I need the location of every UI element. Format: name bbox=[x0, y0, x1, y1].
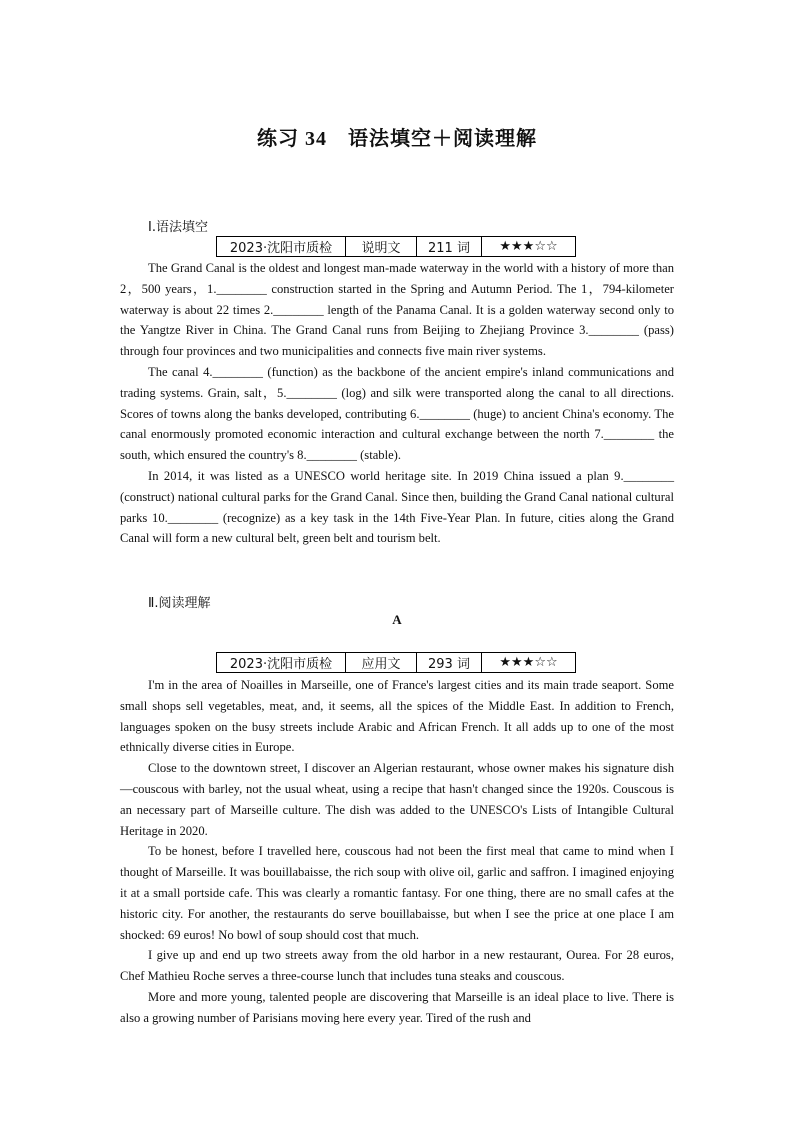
paragraph: I'm in the area of Noailles in Marseille, one of France's largest cities and its main trade seaport. Some small shops sell vegetables, meat, and, it seems, all the spices of the Middle East. In addition to French, languages spoken on the busy streets include Arabic and African French. It all adds up to one of the most ethnically diverse cities in Europe. bbox=[120, 678, 674, 755]
info-source: 2023·沈阳市质检 bbox=[217, 653, 346, 673]
info-wordcount: 211 词 bbox=[417, 237, 482, 257]
info-difficulty: ★★★☆☆ bbox=[482, 237, 576, 257]
passage-grammar bbox=[120, 258, 674, 549]
section-heading-reading: Ⅱ.阅读理解 bbox=[148, 596, 211, 611]
paragraph: The Grand Canal is the oldest and longest man-made waterway in the world with a history of more than 2，500 years，1.________ construction started in the Spring and Autumn Period. The 1，794-kilometer waterway is about 22 times 2.________ length of the Panama Canal. It is a golden waterway second only to the Yangtze River in China. The Grand Canal runs from Beijing to Zhejiang Province 3.________ (pass) through four provinces and two municipalities and connects five main river systems. bbox=[120, 261, 674, 359]
info-wordcount: 293 词 bbox=[417, 653, 482, 673]
page-title: 练习 34 语法填空＋阅读理解 bbox=[257, 128, 537, 150]
passage-reading-a bbox=[120, 675, 674, 1029]
paragraph: To be honest, before I travelled here, couscous had not been the first meal that came to mind when I thought of Marseille. It was bouillabaisse, the rich soup with olive oil, garlic and saffron. I imagined enjoying it at a small portside cafe. This was clearly a romantic fantasy. For one thing, there are no small cafes at the historic city. For another, the restaurants do serve bouillabaisse, but when I see the price at one place I am shocked: 69 euros! No bowl of soup should cost that much. bbox=[120, 844, 674, 942]
paragraph: The canal 4.________ (function) as the backbone of the ancient empire's inland communications and trading systems. Grain, salt，5.________ (log) and silk were transported along the canal to all directions. Scores of towns along the banks developed, contributing 6.________ (huge) to ancient China's economy. The canal enormously promoted economic interaction and cultural exchange between the north 7.________ the south, which ensured the country's 8.________ (stable). bbox=[120, 364, 674, 463]
paragraph: I give up and end up two streets away from the old harbor in a new restaurant, Ourea. For 28 euros, Chef Mathieu Roche serves a three-course lunch that includes tuna steaks and couscous. bbox=[120, 948, 674, 984]
info-difficulty: ★★★☆☆ bbox=[482, 653, 576, 673]
part-label: A bbox=[392, 612, 402, 627]
info-genre: 应用文 bbox=[346, 653, 417, 673]
paragraph: Close to the downtown street, I discover an Algerian restaurant, whose owner makes his signature dish—couscous with barley, not the usual wheat, using a recipe that hasn't changed since the 1920s. Couscous is an necessary part of Marseille culture. The dish was added to the UNESCO's Lists of Intangible Cultural Heritage in 2020. bbox=[120, 761, 674, 838]
info-table-1 bbox=[216, 236, 576, 257]
section-heading-grammar: Ⅰ.语法填空 bbox=[148, 220, 208, 235]
info-table-2 bbox=[216, 652, 576, 673]
paragraph: More and more young, talented people are discovering that Marseille is an ideal place to live. There is also a growing number of Parisians moving here every year. Tired of the rush and bbox=[120, 989, 674, 1025]
paragraph: In 2014, it was listed as a UNESCO world heritage site. In 2019 China issued a plan 9.________ (construct) national cultural parks for the Grand Canal. Since then, building the Grand Canal national cultural parks 10.________ (recognize) as a key task in the 14th Five-Year Plan. In future, cities along the Grand Canal will form a new cultural belt, green belt and tourism belt. bbox=[120, 468, 674, 546]
info-source: 2023·沈阳市质检 bbox=[217, 237, 346, 257]
info-genre: 说明文 bbox=[346, 237, 417, 257]
